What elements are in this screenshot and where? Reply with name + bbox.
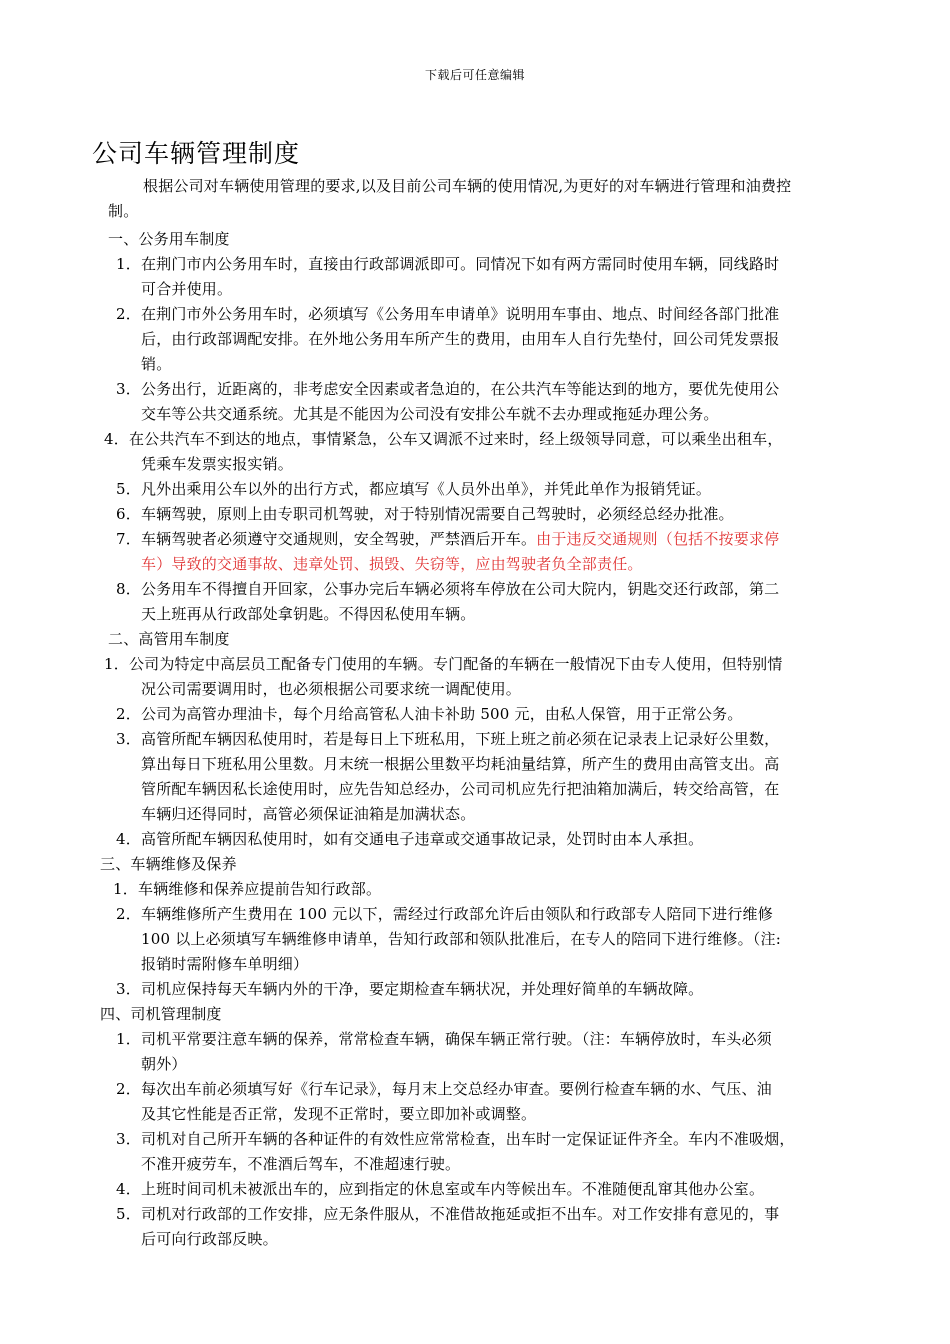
text-line: [116, 578, 779, 599]
line-text: 朝外）: [141, 1055, 187, 1073]
line-text: 2．公司为高管办理油卡，每个月给高管私人油卡补助 500 元，由私人保管，用于正常公务。: [116, 705, 743, 723]
line-text: 6．车辆驾驶，原则上由专职司机驾驶，对于特别情况需要自己驾驶时，必须经总经办批准。: [116, 505, 734, 523]
line-text: 车辆归还得同时，高管必须保证油箱是加满状态。: [141, 805, 476, 823]
text-line: [113, 878, 381, 899]
text-line: [116, 1078, 772, 1099]
text-line: [116, 1203, 779, 1224]
highlighted-warning-text: 车）导致的交通事故、违章处罚、损毁、失窃等，应由驾驶者负全部责任。: [141, 555, 643, 573]
line-text: 不准开疲劳车，不准酒后驾车，不准超速行驶。: [141, 1155, 461, 1173]
text-line: [104, 428, 783, 449]
line-text: 凭乘车发票实报实销。: [141, 455, 294, 473]
line-text: 销。: [141, 355, 172, 373]
text-line: [141, 778, 779, 799]
line-text: 可合并使用。: [141, 280, 233, 298]
line-text: 3．司机应保持每天车辆内外的干净，要定期检查车辆状况，并处理好简单的车辆故障。: [116, 980, 704, 998]
text-line: [141, 553, 643, 574]
line-text: 3．公务出行，近距离的，非考虑安全因素或者急迫的，在公共汽车等能达到的地方，要优先使用公: [116, 380, 780, 398]
text-line: [116, 528, 779, 549]
line-text: 3．司机对自己所开车辆的各种证件的有效性应常常检查，出车时一定保证证件齐全。车内不准吸烟，: [116, 1130, 795, 1148]
document-title: 公司车辆管理制度: [92, 139, 301, 168]
text-line: [116, 903, 773, 924]
text-line: [141, 1053, 187, 1074]
line-text: 根据公司对车辆使用管理的要求,以及目前公司车辆的使用情况,为更好的对车辆进行管理和油费控: [143, 177, 792, 195]
text-line: [141, 803, 475, 824]
text-line: [116, 978, 703, 999]
text-line: [116, 1028, 772, 1049]
text-line: [116, 728, 779, 749]
text-line: [116, 478, 711, 499]
line-text: 8．公务用车不得擅自开回家，公事办完后车辆必须将车停放在公司大院内，钥匙交还行政部，第二: [116, 580, 780, 598]
text-line: [141, 278, 232, 299]
text-line: [108, 200, 138, 221]
text-line: [143, 175, 791, 196]
text-line: [141, 1153, 460, 1174]
line-text: 5．凡外出乘用公车以外的出行方式，都应填写《人员外出单》，并凭此单作为报销凭证。: [116, 480, 712, 498]
line-text: 交车等公共交通系统。尤其是不能因为公司没有安排公车就不去办理或拖延办理公务。: [141, 405, 719, 423]
text-line: [116, 703, 743, 724]
text-line: [116, 503, 734, 524]
text-line: [116, 378, 779, 399]
line-text: 4．在公共汽车不到达的地点，事情紧急，公车又调派不过来时，经上级领导同意，可以乘坐出租车，: [104, 430, 783, 448]
text-line: [116, 1178, 764, 1199]
highlighted-warning-text: 由于违反交通规则（包括不按要求停: [536, 530, 780, 548]
line-text: 7．车辆驾驶者必须遵守交通规则，安全驾驶，严禁酒后开车。: [116, 530, 537, 548]
text-line: [141, 1228, 278, 1249]
line-text: 5．司机对行政部的工作安排，应无条件服从，不准借故拖延或拒不出车。对工作安排有意见的，事: [116, 1205, 780, 1223]
text-line: [141, 678, 521, 699]
line-text: 2．每次出车前必须填写好《行车记录》，每月末上交总经办审查。要例行检查车辆的水、气压、油: [116, 1080, 772, 1098]
line-text: 后可向行政部反映。: [141, 1230, 278, 1248]
line-text: 三、车辆维修及保养: [100, 855, 237, 873]
text-line: [100, 853, 237, 874]
line-text: 1．车辆维修和保养应提前告知行政部。: [113, 880, 382, 898]
line-text: 天上班再从行政部处拿钥匙。不得因私使用车辆。: [141, 605, 476, 623]
line-text: 100 以上必须填写车辆维修申请单，告知行政部和领队批准后，在专人的陪同下进行维修。（注:: [141, 930, 781, 948]
text-line: [141, 1103, 536, 1124]
line-text: 1．公司为特定中高层员工配备专门使用的车辆。专门配备的车辆在一般情况下由专人使用，但特别情: [104, 655, 783, 673]
text-line: [141, 353, 171, 374]
line-text: 及其它性能是否正常，发现不正常时，要立即加补或调整。: [141, 1105, 537, 1123]
text-line: [141, 453, 293, 474]
line-text: 后，由行政部调配安排。在外地公务用车所产生的费用，由用车人自行先垫付，回公司凭发票报: [141, 330, 780, 348]
line-text: 4．上班时间司机未被派出车的，应到指定的休息室或车内等候出车。不准随便乱窜其他办公室。: [116, 1180, 765, 1198]
text-line: [116, 253, 779, 274]
line-text: 1．在荆门市内公务用车时，直接由行政部调派即可。同情况下如有两方需同时使用车辆，同线路时: [116, 255, 780, 273]
line-text: 况公司需要调用时，也必须根据公司要求统一调配使用。: [141, 680, 522, 698]
line-text: 报销时需附修车单明细）: [141, 955, 309, 973]
line-text: 四、司机管理制度: [100, 1005, 222, 1023]
text-line: [100, 1003, 222, 1024]
text-line: [116, 1128, 795, 1149]
line-text: 二、高管用车制度: [108, 630, 230, 648]
text-line: [108, 628, 230, 649]
page-header-note: 下载后可任意编辑: [424, 68, 525, 82]
line-text: 3．高管所配车辆因私使用时，若是每日上下班私用，下班上班之前必须在记录表上记录好公里数，: [116, 730, 780, 748]
line-text: 制。: [108, 202, 139, 220]
text-line: [108, 228, 230, 249]
line-text: 2．在荆门市外公务用车时，必须填写《公务用车申请单》说明用车事由、地点、时间经各部门批准: [116, 305, 780, 323]
text-line: [141, 403, 719, 424]
text-line: [141, 328, 779, 349]
text-line: [104, 653, 783, 674]
text-line: [141, 953, 308, 974]
text-line: [116, 303, 779, 324]
text-line: [141, 753, 779, 774]
line-text: 一、公务用车制度: [108, 230, 230, 248]
text-line: [141, 603, 475, 624]
line-text: 管所配车辆因私长途使用时，应先告知总经办，公司司机应先行把油箱加满后，转交给高管，在: [141, 780, 780, 798]
text-line: [141, 928, 781, 949]
line-text: 1．司机平常要注意车辆的保养，常常检查车辆，确保车辆正常行驶。（注：车辆停放时，车头必须: [116, 1030, 772, 1048]
line-text: 4．高管所配车辆因私使用时，如有交通电子违章或交通事故记录，处罚时由本人承担。: [116, 830, 704, 848]
line-text: 2．车辆维修所产生费用在 100 元以下，需经过行政部允许后由领队和行政部专人陪同下进行维修: [116, 905, 773, 923]
line-text: 算出每日下班私用公里数。月末统一根据公里数平均耗油量结算，所产生的费用由高管支出。高: [141, 755, 780, 773]
text-line: [116, 828, 703, 849]
